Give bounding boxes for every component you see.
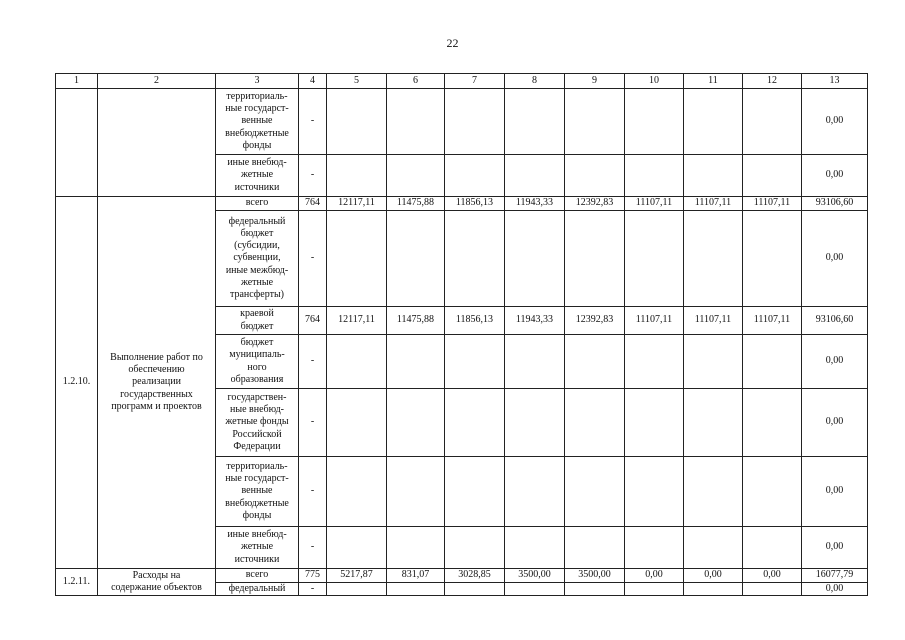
year-value-cell (684, 457, 743, 527)
year-value-cell (565, 89, 625, 155)
funding-source-line: жетные (240, 541, 274, 553)
table-header-row (56, 74, 868, 89)
year-value-cell (505, 89, 565, 155)
year-value-cell (505, 457, 565, 527)
funding-source-line: федеральный (228, 215, 286, 227)
year-value-cell (327, 457, 387, 527)
year-value-cell (327, 155, 387, 197)
item-code-cell (56, 89, 98, 197)
total-value-cell: 16077,79 (802, 569, 868, 583)
year-value-cell: 11107,11 (625, 197, 684, 211)
funding-source-line: (субсидии, (234, 240, 280, 252)
year-value-cell (327, 89, 387, 155)
funding-source-line: иные внебюд- (227, 157, 287, 169)
year-value-cell (625, 211, 684, 307)
year-value-cell: 11107,11 (743, 307, 802, 335)
year-value-cell (565, 389, 625, 457)
header-cell: 2 (98, 74, 216, 89)
header-cell: 10 (625, 74, 684, 89)
total-value-cell: 0,00 (802, 335, 868, 389)
year-value-cell (743, 335, 802, 389)
header-cell: 1 (56, 74, 98, 89)
year-value-cell (505, 211, 565, 307)
year-value-cell (387, 583, 445, 596)
year-value-cell (625, 583, 684, 596)
header-cell: 11 (684, 74, 743, 89)
table-row (56, 197, 868, 211)
year-value-cell: 11943,33 (505, 307, 565, 335)
year-value-cell (565, 457, 625, 527)
funding-source-line: бюджет (240, 337, 274, 349)
funding-source-line: всего (245, 197, 269, 209)
funding-source-line: источники (234, 181, 280, 193)
year-value-cell: 11107,11 (684, 307, 743, 335)
budget-code-cell: - (299, 89, 327, 155)
year-value-cell (625, 389, 684, 457)
item-name-line: программ и проектов (111, 400, 202, 412)
funding-source-cell (216, 457, 299, 527)
year-value-cell (625, 155, 684, 197)
year-value-cell (445, 583, 505, 596)
year-value-cell (445, 155, 505, 197)
year-value-cell: 12392,83 (565, 307, 625, 335)
year-value-cell: 11943,33 (505, 197, 565, 211)
year-value-cell (387, 155, 445, 197)
year-value-cell (445, 211, 505, 307)
year-value-cell (327, 211, 387, 307)
year-value-cell: 831,07 (387, 569, 445, 583)
year-value-cell: 3028,85 (445, 569, 505, 583)
budget-table (55, 73, 868, 596)
funding-source-line: жетные фонды (225, 416, 289, 428)
year-value-cell (387, 389, 445, 457)
funding-source-line: венные (241, 485, 273, 497)
year-value-cell: 11107,11 (743, 197, 802, 211)
item-name-line: обеспечению (128, 364, 185, 376)
header-cell: 13 (802, 74, 868, 89)
header-cell: 12 (743, 74, 802, 89)
year-value-cell (387, 211, 445, 307)
item-code: 1.2.11. (62, 576, 91, 587)
year-value-cell (684, 389, 743, 457)
year-value-cell: 3500,00 (565, 569, 625, 583)
total-value-cell: 0,00 (802, 155, 868, 197)
budget-code-cell: - (299, 335, 327, 389)
item-code-cell (56, 569, 98, 596)
funding-source-line: ного (247, 361, 267, 373)
year-value-cell: 11107,11 (625, 307, 684, 335)
budget-code-cell: 764 (299, 307, 327, 335)
year-value-cell (387, 335, 445, 389)
funding-source-line: Российской (232, 428, 282, 440)
funding-source-line: жетные (240, 276, 274, 288)
year-value-cell (445, 335, 505, 389)
total-value-cell: 0,00 (802, 89, 868, 155)
header-cell: 6 (387, 74, 445, 89)
budget-code-cell: - (299, 389, 327, 457)
funding-source-line: федеральный (228, 583, 286, 594)
year-value-cell: 11475,88 (387, 197, 445, 211)
header-cell: 3 (216, 74, 299, 89)
year-value-cell (327, 583, 387, 596)
year-value-cell (505, 155, 565, 197)
funding-source-line: ные внебюд- (230, 404, 284, 416)
funding-source-line: образования (230, 373, 284, 385)
funding-source-line: субвенции, (233, 252, 281, 264)
year-value-cell (565, 155, 625, 197)
year-value-cell (445, 457, 505, 527)
funding-source-line: территориаль- (226, 90, 288, 102)
budget-code-cell: - (299, 457, 327, 527)
year-value-cell (565, 527, 625, 569)
header-cell: 9 (565, 74, 625, 89)
funding-source-line: ные государст- (225, 103, 289, 115)
funding-source-line: фонды (242, 509, 272, 521)
year-value-cell (327, 527, 387, 569)
year-value-cell: 5217,87 (327, 569, 387, 583)
budget-code-cell: - (299, 527, 327, 569)
year-value-cell (743, 155, 802, 197)
item-name-cell (98, 569, 216, 596)
funding-source-line: источники (234, 553, 280, 565)
funding-source-line: бюджет (240, 227, 274, 239)
year-value-cell (743, 211, 802, 307)
funding-source-cell (216, 211, 299, 307)
year-value-cell: 0,00 (684, 569, 743, 583)
header-cell: 8 (505, 74, 565, 89)
funding-source-cell (216, 89, 299, 155)
year-value-cell (743, 389, 802, 457)
budget-code-cell: 775 (299, 569, 327, 583)
funding-source-line: муниципаль- (229, 349, 285, 361)
year-value-cell (743, 457, 802, 527)
total-value-cell: 93106,60 (802, 197, 868, 211)
total-value-cell: 0,00 (802, 583, 868, 596)
funding-source-line: территориаль- (226, 460, 288, 472)
funding-source-line: государствен- (227, 391, 287, 403)
item-name-line: Расходы на (132, 569, 181, 581)
funding-source-line: фонды (242, 139, 272, 151)
year-value-cell (625, 89, 684, 155)
year-value-cell (684, 155, 743, 197)
funding-source-cell (216, 307, 299, 335)
year-value-cell (327, 389, 387, 457)
year-value-cell: 11107,11 (684, 197, 743, 211)
funding-source-line: иные межбюд- (225, 264, 289, 276)
funding-source-line: краевой (240, 308, 274, 320)
table-row (56, 569, 868, 583)
funding-source-line: внебюджетные (225, 127, 289, 139)
item-code-cell (56, 197, 98, 569)
funding-source-line: венные (241, 115, 273, 127)
year-value-cell (505, 583, 565, 596)
year-value-cell (684, 211, 743, 307)
funding-source-line: жетные (240, 169, 274, 181)
year-value-cell (445, 527, 505, 569)
year-value-cell (505, 389, 565, 457)
funding-source-line: внебюджетные (225, 497, 289, 509)
year-value-cell (445, 389, 505, 457)
item-name-line: содержание объектов (111, 582, 202, 594)
budget-code-cell: - (299, 211, 327, 307)
year-value-cell (565, 335, 625, 389)
year-value-cell (684, 527, 743, 569)
year-value-cell (387, 527, 445, 569)
item-name-cell (98, 197, 216, 569)
total-value-cell: 0,00 (802, 211, 868, 307)
year-value-cell (505, 335, 565, 389)
year-value-cell: 12392,83 (565, 197, 625, 211)
item-name-cell (98, 89, 216, 197)
budget-code-cell: - (299, 583, 327, 596)
funding-source-cell (216, 155, 299, 197)
year-value-cell (684, 583, 743, 596)
year-value-cell (743, 89, 802, 155)
year-value-cell (565, 583, 625, 596)
year-value-cell: 12117,11 (327, 307, 387, 335)
year-value-cell (684, 89, 743, 155)
total-value-cell: 0,00 (802, 389, 868, 457)
funding-source-line: Федерации (233, 440, 281, 452)
year-value-cell (505, 527, 565, 569)
item-name-line: государственных (120, 388, 193, 400)
funding-source-cell (216, 583, 299, 596)
funding-source-cell (216, 527, 299, 569)
year-value-cell (445, 89, 505, 155)
page-number: 22 (446, 36, 459, 50)
header-cell: 7 (445, 74, 505, 89)
year-value-cell: 0,00 (625, 569, 684, 583)
year-value-cell (743, 527, 802, 569)
funding-source-line: всего (245, 569, 269, 581)
total-value-cell: 0,00 (802, 457, 868, 527)
funding-source-cell (216, 569, 299, 583)
year-value-cell (387, 89, 445, 155)
funding-source-cell (216, 335, 299, 389)
budget-code-cell: 764 (299, 197, 327, 211)
year-value-cell (743, 583, 802, 596)
year-value-cell: 11475,88 (387, 307, 445, 335)
year-value-cell (625, 457, 684, 527)
funding-source-line: иные внебюд- (227, 529, 287, 541)
year-value-cell (625, 335, 684, 389)
funding-source-line: трансферты) (229, 289, 285, 300)
year-value-cell: 12117,11 (327, 197, 387, 211)
funding-source-line: бюджет (240, 320, 274, 332)
budget-code-cell: - (299, 155, 327, 197)
total-value-cell: 0,00 (802, 527, 868, 569)
funding-source-cell (216, 197, 299, 211)
year-value-cell: 3500,00 (505, 569, 565, 583)
table-row (56, 89, 868, 155)
item-name-line: Выполнение работ по (110, 351, 203, 363)
year-value-cell (565, 211, 625, 307)
year-value-cell (387, 457, 445, 527)
year-value-cell (327, 335, 387, 389)
funding-source-line: ные государст- (225, 473, 289, 485)
total-value-cell: 93106,60 (802, 307, 868, 335)
year-value-cell (625, 527, 684, 569)
header-cell: 4 (299, 74, 327, 89)
item-code: 1.2.10. (62, 376, 91, 388)
item-name-line: реализации (132, 376, 181, 388)
year-value-cell: 11856,13 (445, 307, 505, 335)
year-value-cell (684, 335, 743, 389)
year-value-cell: 11856,13 (445, 197, 505, 211)
funding-source-cell (216, 389, 299, 457)
year-value-cell: 0,00 (743, 569, 802, 583)
header-cell: 5 (327, 74, 387, 89)
